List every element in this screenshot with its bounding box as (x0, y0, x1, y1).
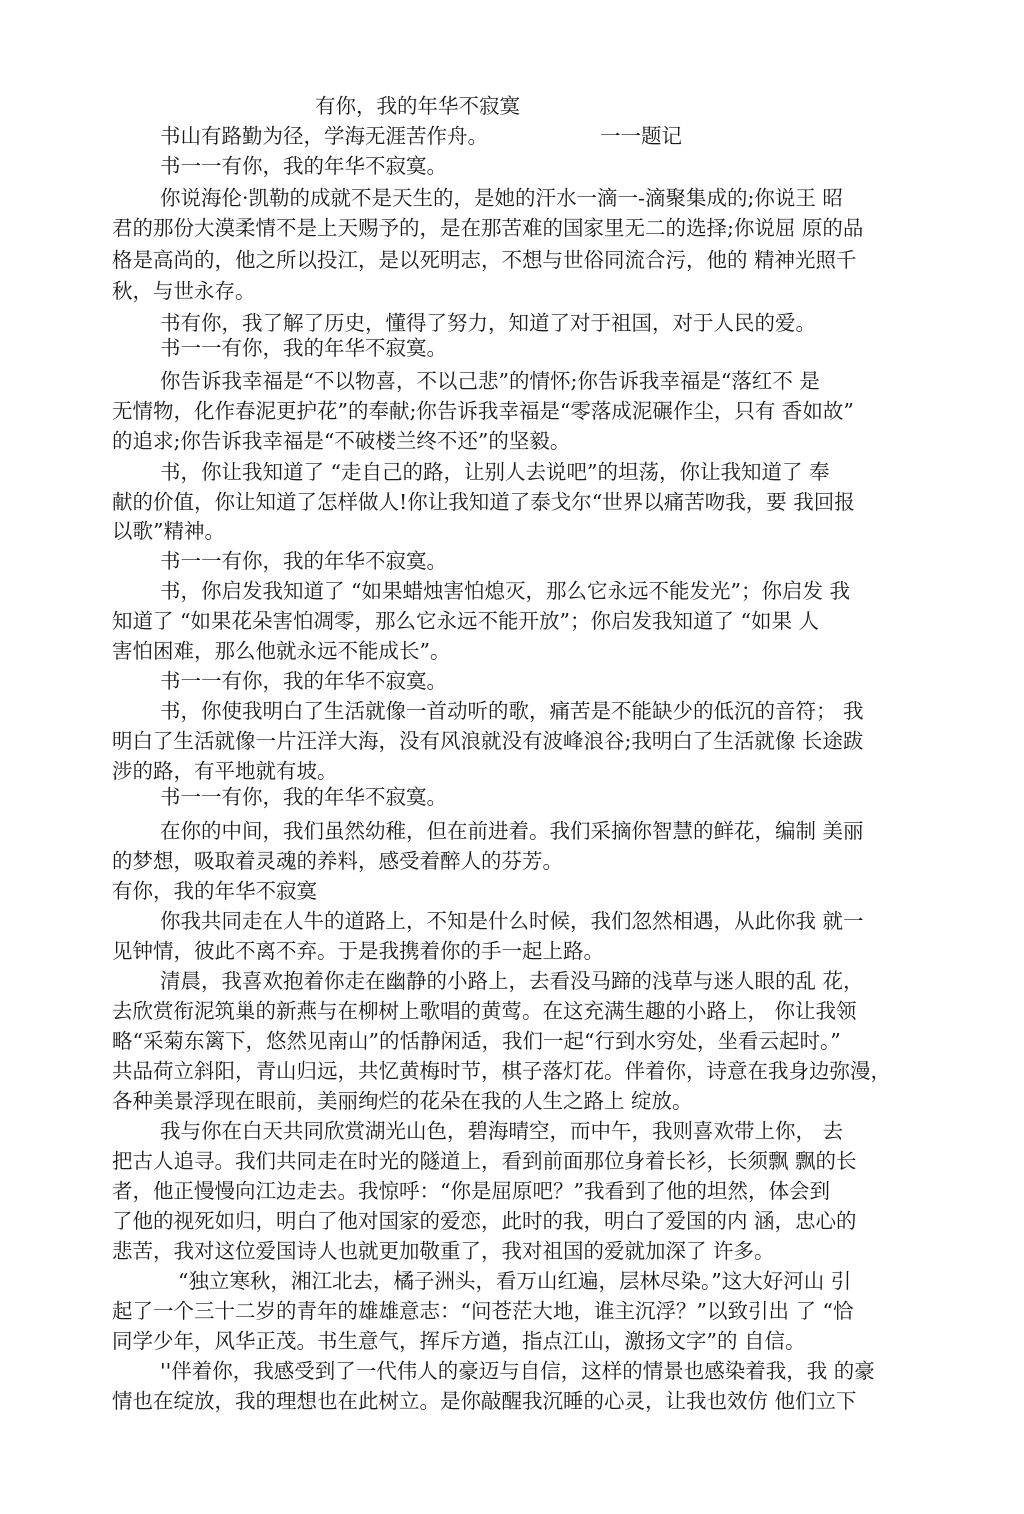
text-line: 献的价值，你让知道了怎样做人!你让我知道了泰戈尔“世界以痛苦吻我，要 我回报 (112, 490, 855, 514)
text-line: 明白了生活就像一片汪洋大海，没有风浪就没有波峰浪谷;我明白了生活就像 长途跋 (112, 729, 864, 753)
text-line: “独立寒秋，湘江北去，橘子洲头，看万山红遍，层林尽染。”这大好河山 引 (178, 1269, 852, 1293)
text-line: 起了一个三十二岁的青年的雄雄意志：“问苍茫大地，谁主沉浮？”以致引出 了 “恰 (112, 1299, 854, 1323)
document-title: 有你，我的年华不寂寞 (315, 94, 520, 118)
text-line: 知道了 “如果花朵害怕凋零，那么它永远不能开放”；你启发我知道了 “如果 人 (112, 609, 819, 633)
text-line: 害怕困难，那么他就永远不能成长”。 (112, 639, 451, 663)
text-line: 书一一有你，我的年华不寂寞。 (160, 549, 447, 573)
text-line: 涉的路，有平地就有坡。 (112, 759, 338, 783)
text-line: 书，你启发我知道了 “如果蜡烛害怕熄灭，那么它永远不能发光”；你启发 我 (160, 579, 850, 603)
text-line: ''伴着你，我感受到了一代伟人的豪迈与自信，这样的情景也感染着我，我 的豪 (160, 1359, 875, 1383)
text-line: 你我共同走在人牛的道路上，不知是什么时候，我们忽然相遇，从此你我 就一 (160, 909, 864, 933)
epigraph-signature: 一一题记 (600, 124, 682, 148)
text-line: 格是高尚的，他之所以投江，是以死明志，不想与世俗同流合污，他的 精神光照千 (112, 248, 857, 272)
text-line: 书，你让我知道了 “走自己的路，让别人去说吧”的坦荡，你让我知道了 奉 (160, 460, 830, 484)
section-heading: 有你，我的年华不寂寞 (112, 879, 317, 903)
epigraph: 书山有路勤为径，学海无涯苦作舟。 (160, 124, 488, 148)
text-line: 以歌”精神。 (112, 519, 225, 543)
text-line: 同学少年，风华正茂。书生意气，挥斥方遒，指点江山，激扬文字”的 自信。 (112, 1329, 806, 1353)
text-line: 你说海伦·凯勒的成就不是天生的，是她的汗水一滴一-滴聚集成的;你说王 昭 (160, 186, 843, 210)
text-line: 见钟情，彼此不离不弃。于是我携着你的手一起上路。 (112, 939, 604, 963)
text-line: 书一一有你，我的年华不寂寞。 (160, 336, 447, 360)
text-line: 书一一有你，我的年华不寂寞。 (160, 785, 447, 809)
text-line: 把古人追寻。我们共同走在时光的隧道上，看到前面那位身着长衫，长须飘 飘的长 (112, 1149, 857, 1173)
text-line: 你告诉我幸福是“不以物喜，不以己悲”的情怀;你告诉我幸福是“落红不 是 (160, 369, 820, 393)
text-line: 的追求;你告诉我幸福是“不破楼兰终不还”的坚毅。 (112, 429, 571, 453)
text-line: 书有你，我了解了历史，懂得了努力，知道了对于祖国，对于人民的爱。 (160, 311, 816, 335)
text-line: 书一一有你，我的年华不寂寞。 (160, 669, 447, 693)
text-line: 君的那份大漠柔情不是上天赐予的，是在那苦难的国家里无二的选择;你说屈 原的品 (112, 216, 864, 240)
text-line: 去欣赏衔泥筑巢的新燕与在柳树上歌唱的黄莺。在这充满生趣的小路上， 你让我领 (112, 999, 857, 1023)
text-line: 情也在绽放，我的理想也在此树立。是你敲醒我沉睡的心灵，让我也效仿 他们立下 (112, 1389, 857, 1413)
text-line: 书，你使我明白了生活就像一首动听的歌，痛苦是不能缺少的低沉的音符； 我 (160, 699, 864, 723)
text-line: 共品荷立斜阳，青山归远，共忆黄梅时节，棋子落灯花。伴着你，诗意在我身边弥漫， (112, 1059, 891, 1083)
text-line: 的梦想，吸取着灵魂的养料，感受着醉人的芬芳。 (112, 849, 563, 873)
text-line: 悲苦，我对这位爱国诗人也就更加敬重了，我对祖国的爱就加深了 许多。 (112, 1239, 775, 1263)
text-line: 略“采菊东篱下，悠然见南山”的恬静闲适，我们一起“行到水穷处，坐看云起时。” (112, 1029, 841, 1053)
text-line: 我与你在白天共同欣赏湖光山色，碧海晴空，而中午，我则喜欢带上你， 去 (160, 1119, 844, 1143)
text-line: 书一一有你，我的年华不寂寞。 (160, 154, 447, 178)
text-line: 者，他正慢慢向江边走去。我惊呼：“你是屈原吧？”我看到了他的坦然，体会到 (112, 1179, 830, 1203)
text-line: 无情物，化作春泥更护花”的奉献;你告诉我幸福是“零落成泥碾作尘，只有 香如故” (112, 399, 854, 423)
text-line: 在你的中间，我们虽然幼稚，但在前进着。我们采摘你智慧的鲜花，编制 美丽 (160, 819, 864, 843)
text-line: 清晨，我喜欢抱着你走在幽静的小路上，去看没马蹄的浅草与迷人眼的乱 花， (160, 969, 864, 993)
text-line: 各种美景浮现在眼前，美丽绚烂的花朵在我的人生之路上 绽放。 (112, 1089, 693, 1113)
text-line: 了他的视死如归，明白了他对国家的爱恋，此时的我，明白了爱国的内 涵，忠心的 (112, 1209, 857, 1233)
text-line: 秋，与世永存。 (112, 279, 256, 303)
